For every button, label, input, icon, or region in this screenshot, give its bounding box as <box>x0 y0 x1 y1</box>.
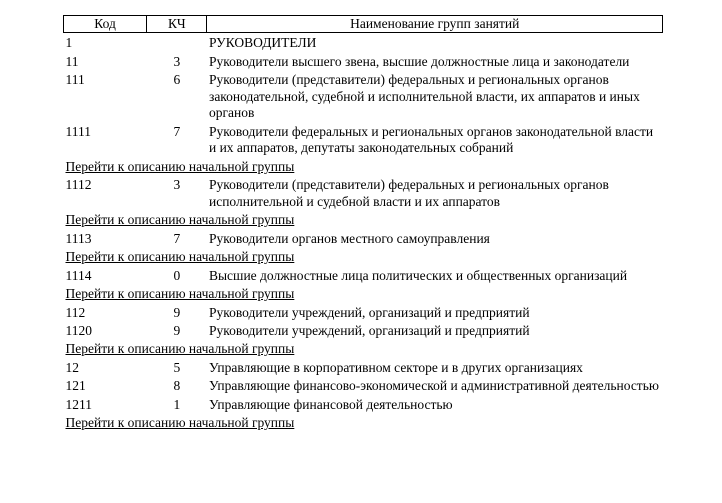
cell-code: 1211 <box>65 396 92 412</box>
cell-code: 1 <box>65 35 73 51</box>
table-row <box>64 33 663 52</box>
cell-name: Руководители высшего звена, высшие должностные лица и законодатели <box>208 53 630 69</box>
cell-code: 1120 <box>65 322 92 338</box>
cell-name: Руководители органов местного самоуправления <box>208 230 490 246</box>
cell-kch: 7 <box>173 123 181 139</box>
table-row <box>64 175 663 210</box>
cell-code: 1113 <box>65 230 92 246</box>
cell-code: 111 <box>65 72 85 88</box>
table-row <box>64 122 663 157</box>
table-link-row[interactable] <box>64 157 663 175</box>
column-header-kch: КЧ <box>147 16 207 33</box>
cell-code: 11 <box>65 53 79 69</box>
cell-name: Руководители (представители) федеральных и региональных органов законодательной, судебной и исполнительной власти, их аппаратов и иных органов <box>208 72 640 121</box>
cell-name: Управляющие финансовой деятельностью <box>208 396 453 412</box>
cell-name: РУКОВОДИТЕЛИ <box>208 35 317 51</box>
group-description-link-cell[interactable] <box>64 210 663 228</box>
cell-code: 1112 <box>65 177 92 193</box>
group-description-link[interactable]: Перейти к описанию начальной группы <box>65 249 295 265</box>
cell-name: Руководители (представители) федеральных и региональных органов исполнительной и судебной власти и их аппаратов <box>208 177 609 209</box>
group-description-link[interactable]: Перейти к описанию начальной группы <box>65 212 295 228</box>
table-row <box>64 321 663 339</box>
table-link-row[interactable] <box>64 339 663 357</box>
table-header-row <box>64 16 663 33</box>
cell-code: 121 <box>65 378 86 394</box>
cell-kch: 0 <box>173 267 181 283</box>
group-description-link-cell[interactable] <box>64 284 663 302</box>
cell-kch: 3 <box>173 177 181 193</box>
table-row <box>64 358 663 376</box>
table-header <box>64 16 663 33</box>
cell-kch: 9 <box>173 304 181 320</box>
cell-name: Управляющие в корпоративном секторе и в других организациях <box>208 359 583 375</box>
table-row <box>64 229 663 247</box>
table-link-row-clipped[interactable] <box>64 413 663 431</box>
cell-code: 1111 <box>65 123 91 139</box>
group-description-link[interactable]: Перейти к описанию начальной группы <box>65 341 295 357</box>
cell-name: Руководители учреждений, организаций и предприятий <box>208 304 530 320</box>
cell-name: Управляющие финансово-экономической и административной деятельностью <box>208 378 659 394</box>
cell-code: 1114 <box>65 267 92 283</box>
column-header-code: Код <box>64 16 147 33</box>
cell-name: Руководители федеральных и региональных органов законодательной власти и их аппаратов, депутаты законодательных собраний <box>208 123 654 156</box>
occupation-classifier-table <box>63 15 663 432</box>
cell-code: 12 <box>65 359 79 375</box>
cell-name: Руководители учреждений, организаций и предприятий <box>208 322 530 338</box>
table-link-row[interactable] <box>64 284 663 302</box>
cell-kch: 5 <box>173 359 181 375</box>
cell-kch: 9 <box>173 322 181 338</box>
table-body <box>64 33 663 432</box>
group-description-link-cell[interactable] <box>64 339 663 357</box>
table-row <box>64 70 663 121</box>
cell-name: Высшие должностные лица политических и общественных организаций <box>208 267 628 283</box>
group-description-link-cell[interactable] <box>64 157 663 175</box>
table-row <box>64 303 663 321</box>
cell-kch: 7 <box>173 230 181 246</box>
group-description-link[interactable]: Перейти к описанию начальной группы <box>65 158 295 174</box>
cell-kch: 3 <box>173 53 181 69</box>
table-link-row[interactable] <box>64 247 663 265</box>
table-row <box>64 266 663 284</box>
column-header-name: Наименование групп занятий <box>207 16 663 33</box>
table-row <box>64 376 663 394</box>
group-description-link[interactable]: Перейти к описанию начальной группы <box>65 286 295 302</box>
table-row <box>64 52 663 70</box>
table-link-row[interactable] <box>64 210 663 228</box>
cell-code: 112 <box>65 304 86 320</box>
cell-kch: 1 <box>173 396 181 412</box>
table-row <box>64 395 663 413</box>
group-description-link[interactable]: Перейти к описанию начальной группы <box>65 415 295 431</box>
cell-kch: 8 <box>173 378 181 394</box>
cell-kch <box>147 33 207 52</box>
cell-kch: 6 <box>173 72 181 88</box>
group-description-link-cell[interactable] <box>64 247 663 265</box>
group-description-link-cell[interactable] <box>64 413 663 431</box>
